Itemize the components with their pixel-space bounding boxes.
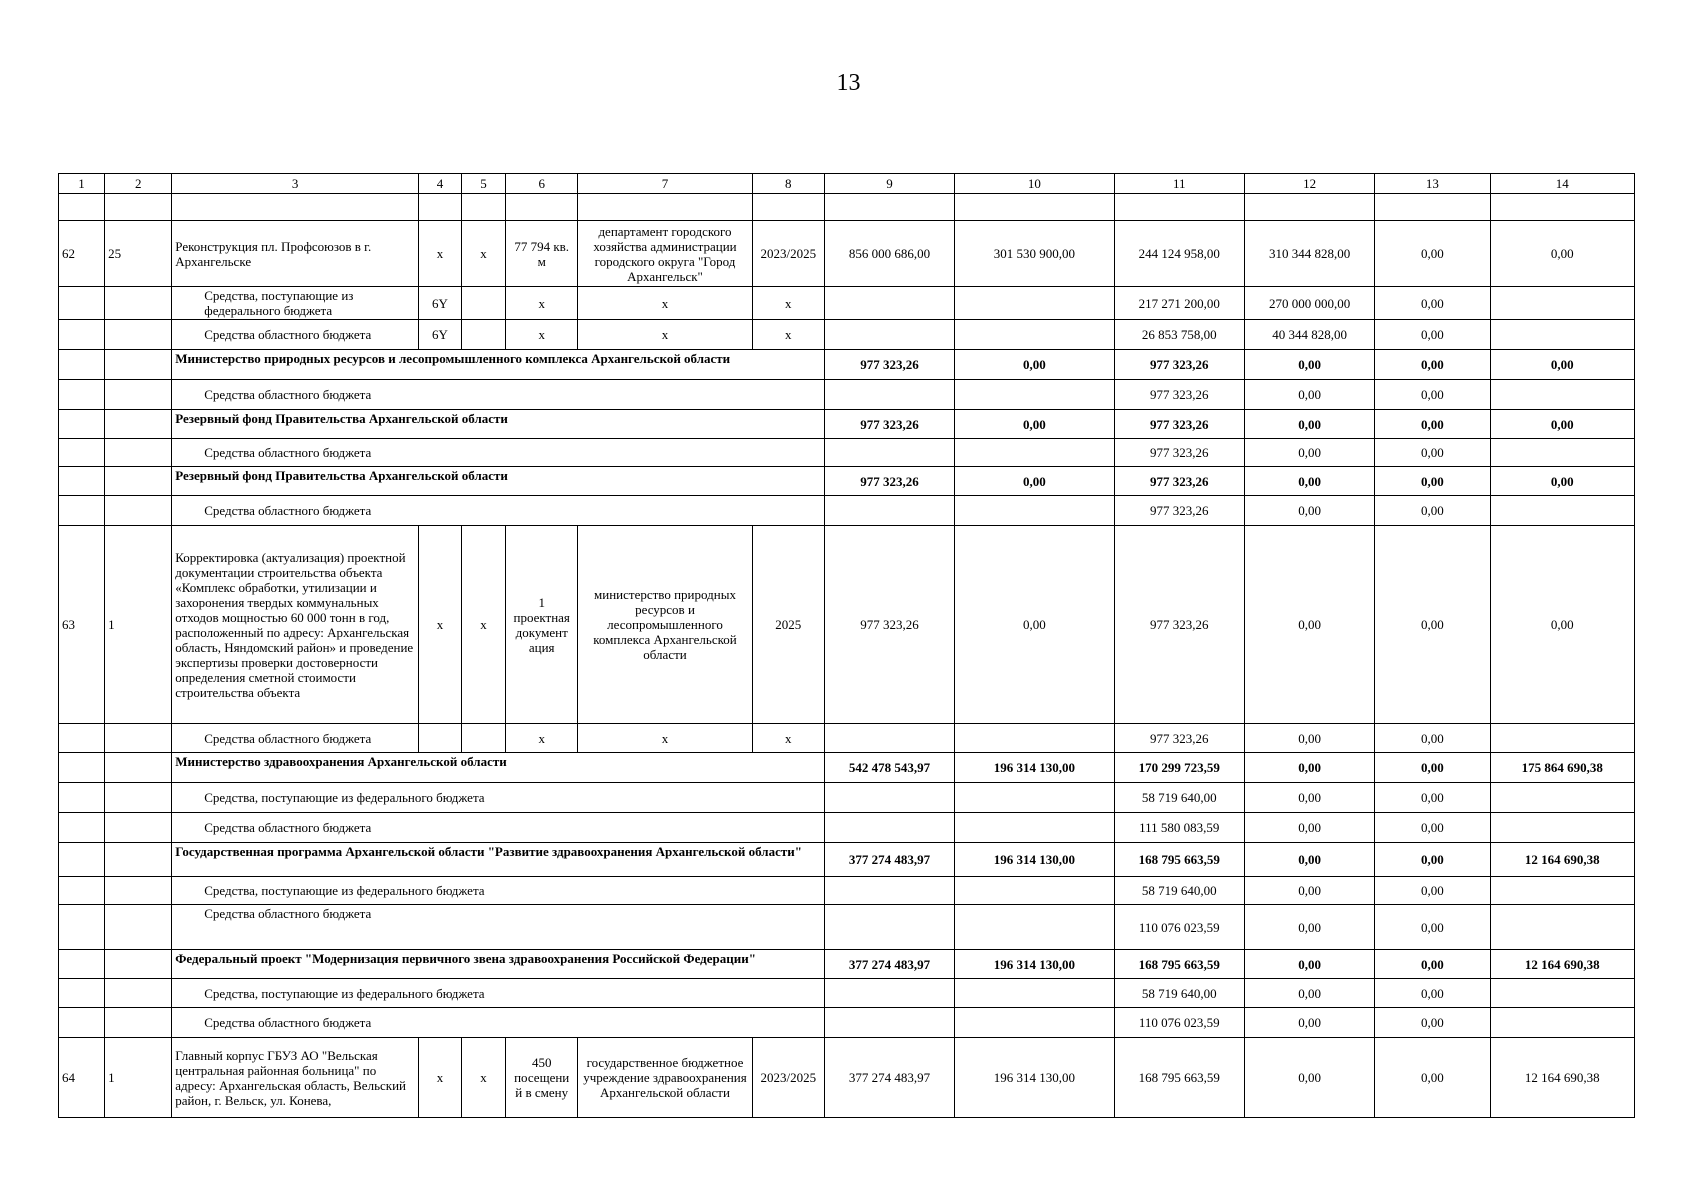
value-cell	[824, 439, 954, 467]
empty-cell	[59, 380, 105, 410]
empty-cell	[105, 287, 172, 320]
capacity: 77 794 кв. м	[506, 221, 578, 287]
empty-cell	[59, 753, 105, 783]
total-value: 0,00	[1244, 467, 1374, 496]
empty-cell	[172, 194, 419, 221]
empty-cell	[59, 783, 105, 813]
value-cell: 111 580 083,59	[1114, 813, 1244, 843]
value-cell	[955, 320, 1114, 350]
value-cell	[1490, 877, 1634, 905]
total-value: 0,00	[1244, 410, 1374, 439]
value-cell: х	[752, 287, 824, 320]
total-value: 977 323,26	[824, 467, 954, 496]
empty-cell	[59, 1008, 105, 1038]
section-title: Федеральный проект "Модернизация первичного звена здравоохранения Российской Федерации"	[172, 950, 825, 979]
column-number: 12	[1244, 174, 1374, 194]
empty-cell	[59, 950, 105, 979]
value-cell: 0,00	[1375, 380, 1490, 410]
total-value: 0,00	[1244, 753, 1374, 783]
funding-source-row	[59, 905, 1635, 950]
item-number: 25	[105, 221, 172, 287]
funding-source-row	[59, 979, 1635, 1008]
col12: 0,00	[1244, 526, 1374, 724]
empty-cell	[105, 905, 172, 950]
value-cell: 0,00	[1244, 724, 1374, 753]
column-number: 8	[752, 174, 824, 194]
total-value: 0,00	[1375, 753, 1490, 783]
value-cell: х	[578, 320, 752, 350]
value-cell	[824, 320, 954, 350]
value-cell: 110 076 023,59	[1114, 905, 1244, 950]
empty-cell	[59, 350, 105, 380]
funding-source-row	[59, 320, 1635, 350]
empty-cell	[105, 950, 172, 979]
value-cell: х	[752, 724, 824, 753]
empty-cell	[462, 724, 506, 753]
empty-cell	[59, 724, 105, 753]
capacity: 450 посещени й в смену	[506, 1038, 578, 1118]
empty-cell	[59, 905, 105, 950]
funding-source-label: Средства областного бюджета	[172, 380, 825, 410]
total-value: 977 323,26	[1114, 350, 1244, 380]
value-cell: х	[752, 320, 824, 350]
empty-cell	[462, 320, 506, 350]
empty-cell	[578, 194, 752, 221]
empty-cell	[105, 1008, 172, 1038]
funding-source-row	[59, 877, 1635, 905]
row-number: 62	[59, 221, 105, 287]
value-cell	[1490, 905, 1634, 950]
empty-cell	[1375, 194, 1490, 221]
empty-cell	[105, 783, 172, 813]
value-cell	[824, 813, 954, 843]
section-total-row	[59, 950, 1635, 979]
value-cell	[955, 724, 1114, 753]
value-cell	[1490, 496, 1634, 526]
funding-source-label: Средства областного бюджета	[172, 905, 825, 950]
total-value: 0,00	[1375, 410, 1490, 439]
column-number: 1	[59, 174, 105, 194]
row-number: 63	[59, 526, 105, 724]
period: 2025	[752, 526, 824, 724]
value-cell: 0,00	[1375, 813, 1490, 843]
total-value: 168 795 663,59	[1114, 843, 1244, 877]
value-cell	[824, 905, 954, 950]
empty-cell	[105, 979, 172, 1008]
value-cell: 58 719 640,00	[1114, 783, 1244, 813]
object-row	[59, 526, 1635, 724]
column-number: 2	[105, 174, 172, 194]
value-cell: 0,00	[1375, 496, 1490, 526]
empty-cell	[462, 194, 506, 221]
value-cell: х	[506, 724, 578, 753]
value-cell: 40 344 828,00	[1244, 320, 1374, 350]
col11: 168 795 663,59	[1114, 1038, 1244, 1118]
total-value: 0,00	[955, 350, 1114, 380]
section-total-row	[59, 350, 1635, 380]
value-cell: 0,00	[1375, 320, 1490, 350]
executor: департамент городского хозяйства администрации городского округа "Город Архангельск"	[578, 221, 752, 287]
value-cell: 977 323,26	[1114, 439, 1244, 467]
value-cell	[824, 380, 954, 410]
empty-cell	[105, 350, 172, 380]
funding-source-label: Средства областного бюджета	[172, 496, 825, 526]
empty-cell	[59, 287, 105, 320]
value-cell	[955, 439, 1114, 467]
value-cell: 0,00	[1375, 287, 1490, 320]
empty-cell	[752, 194, 824, 221]
empty-cell	[59, 194, 105, 221]
value-cell	[824, 783, 954, 813]
section-title: Резервный фонд Правительства Архангельской области	[172, 410, 825, 439]
value-cell: 977 323,26	[1114, 496, 1244, 526]
total-value: 377 274 483,97	[824, 950, 954, 979]
total-value: 977 323,26	[824, 350, 954, 380]
total-value: 0,00	[1490, 467, 1634, 496]
total-value: 168 795 663,59	[1114, 950, 1244, 979]
value-cell	[1490, 320, 1634, 350]
funding-source-row	[59, 496, 1635, 526]
empty-cell	[105, 753, 172, 783]
funding-source-label: Средства, поступающие из федерального бюджета	[172, 979, 825, 1008]
col5: х	[462, 221, 506, 287]
value-cell: 270 000 000,00	[1244, 287, 1374, 320]
funding-source-label: Средства областного бюджета	[172, 1008, 825, 1038]
empty-cell	[1244, 194, 1374, 221]
col10: 301 530 900,00	[955, 221, 1114, 287]
value-cell	[1490, 979, 1634, 1008]
col4: х	[418, 221, 461, 287]
budget-table	[58, 173, 1635, 1118]
empty-cell	[418, 194, 461, 221]
column-number-row	[59, 174, 1635, 194]
col12: 310 344 828,00	[1244, 221, 1374, 287]
section-title: Министерство природных ресурсов и лесопромышленного комплекса Архангельской области	[172, 350, 825, 380]
total-value: 977 323,26	[1114, 467, 1244, 496]
empty-cell	[59, 813, 105, 843]
value-cell	[824, 287, 954, 320]
object-row	[59, 1038, 1635, 1118]
value-cell	[824, 1008, 954, 1038]
funding-source-row	[59, 724, 1635, 753]
total-value: 196 314 130,00	[955, 843, 1114, 877]
value-cell: х	[578, 287, 752, 320]
value-cell: 110 076 023,59	[1114, 1008, 1244, 1038]
section-title: Резервный фонд Правительства Архангельской области	[172, 467, 825, 496]
value-cell	[955, 905, 1114, 950]
page-number: 13	[836, 70, 861, 96]
column-number: 13	[1375, 174, 1490, 194]
column-number: 6	[506, 174, 578, 194]
executor: министерство природных ресурсов и лесопромышленного комплекса Архангельской области	[578, 526, 752, 724]
col5: х	[462, 1038, 506, 1118]
column-number: 9	[824, 174, 954, 194]
empty-cell	[59, 496, 105, 526]
col11: 244 124 958,00	[1114, 221, 1244, 287]
value-cell: х	[578, 724, 752, 753]
total-value: 377 274 483,97	[824, 843, 954, 877]
total-value: 170 299 723,59	[1114, 753, 1244, 783]
col13: 0,00	[1375, 526, 1490, 724]
section-total-row	[59, 467, 1635, 496]
value-cell: 0,00	[1244, 877, 1374, 905]
capacity: 1 проектная документ ация	[506, 526, 578, 724]
empty-cell	[59, 877, 105, 905]
column-number: 10	[955, 174, 1114, 194]
period: 2023/2025	[752, 1038, 824, 1118]
total-value: 175 864 690,38	[1490, 753, 1634, 783]
value-cell: 0,00	[1244, 439, 1374, 467]
empty-cell	[105, 320, 172, 350]
column-number: 5	[462, 174, 506, 194]
empty-cell	[105, 877, 172, 905]
section-total-row	[59, 753, 1635, 783]
column-number: 11	[1114, 174, 1244, 194]
total-value: 0,00	[1490, 350, 1634, 380]
total-value: 196 314 130,00	[955, 753, 1114, 783]
empty-cell	[105, 467, 172, 496]
object-name: Главный корпус ГБУЗ АО "Вельская центральная районная больница" по адресу: Архангельская область, Вельский район, г. Вельск, ул. Конева,	[172, 1038, 419, 1118]
funding-source-row	[59, 380, 1635, 410]
empty-cell	[105, 380, 172, 410]
funding-source-row	[59, 439, 1635, 467]
value-cell	[824, 877, 954, 905]
funding-code: 6Y	[418, 287, 461, 320]
value-cell	[1490, 380, 1634, 410]
empty-cell	[59, 439, 105, 467]
total-value: 0,00	[955, 467, 1114, 496]
empty-cell	[59, 320, 105, 350]
funding-source-label: Средства, поступающие из федерального бюджета	[172, 877, 825, 905]
object-row	[59, 221, 1635, 287]
total-value: 12 164 690,38	[1490, 950, 1634, 979]
funding-source-row	[59, 813, 1635, 843]
value-cell	[1490, 783, 1634, 813]
value-cell: 0,00	[1244, 905, 1374, 950]
funding-source-label: Средства областного бюджета	[172, 320, 419, 350]
value-cell	[955, 496, 1114, 526]
value-cell	[824, 496, 954, 526]
value-cell: 217 271 200,00	[1114, 287, 1244, 320]
section-total-row	[59, 410, 1635, 439]
value-cell	[955, 380, 1114, 410]
total-value: 0,00	[1244, 950, 1374, 979]
total-value: 0,00	[955, 410, 1114, 439]
total-cost: 977 323,26	[824, 526, 954, 724]
col4: х	[418, 1038, 461, 1118]
column-number: 4	[418, 174, 461, 194]
empty-cell	[59, 410, 105, 439]
section-title: Министерство здравоохранения Архангельской области	[172, 753, 825, 783]
value-cell	[1490, 724, 1634, 753]
value-cell: 0,00	[1244, 496, 1374, 526]
funding-source-row	[59, 1008, 1635, 1038]
value-cell	[955, 813, 1114, 843]
value-cell: х	[506, 320, 578, 350]
value-cell: 977 323,26	[1114, 380, 1244, 410]
executor: государственное бюджетное учреждение здравоохранения Архангельской области	[578, 1038, 752, 1118]
empty-cell	[824, 194, 954, 221]
total-cost: 856 000 686,00	[824, 221, 954, 287]
value-cell: 0,00	[1375, 439, 1490, 467]
column-number: 7	[578, 174, 752, 194]
value-cell	[824, 724, 954, 753]
period: 2023/2025	[752, 221, 824, 287]
total-value: 0,00	[1375, 350, 1490, 380]
value-cell: 26 853 758,00	[1114, 320, 1244, 350]
funding-source-label: Средства областного бюджета	[172, 813, 825, 843]
empty-cell	[59, 979, 105, 1008]
value-cell: 0,00	[1375, 979, 1490, 1008]
empty-cell	[59, 467, 105, 496]
empty-cell	[462, 287, 506, 320]
empty-cell	[105, 843, 172, 877]
col14: 12 164 690,38	[1490, 1038, 1634, 1118]
total-value: 0,00	[1375, 843, 1490, 877]
item-number: 1	[105, 526, 172, 724]
total-value: 0,00	[1375, 950, 1490, 979]
empty-cell	[955, 194, 1114, 221]
funding-source-label: Средства областного бюджета	[172, 724, 419, 753]
funding-code: 6Y	[418, 320, 461, 350]
empty-cell	[1490, 194, 1634, 221]
value-cell	[1490, 439, 1634, 467]
col13: 0,00	[1375, 1038, 1490, 1118]
funding-source-row	[59, 783, 1635, 813]
col10: 0,00	[955, 526, 1114, 724]
value-cell	[1490, 813, 1634, 843]
value-cell: 977 323,26	[1114, 724, 1244, 753]
total-value: 12 164 690,38	[1490, 843, 1634, 877]
funding-source-label: Средства, поступающие из федерального бюджета	[172, 287, 419, 320]
total-value: 0,00	[1244, 350, 1374, 380]
empty-row	[59, 194, 1635, 221]
value-cell	[824, 979, 954, 1008]
col12: 0,00	[1244, 1038, 1374, 1118]
empty-cell	[59, 843, 105, 877]
funding-source-label: Средства, поступающие из федерального бюджета	[172, 783, 825, 813]
column-number: 14	[1490, 174, 1634, 194]
total-value: 977 323,26	[1114, 410, 1244, 439]
col14: 0,00	[1490, 526, 1634, 724]
value-cell: 58 719 640,00	[1114, 877, 1244, 905]
col13: 0,00	[1375, 221, 1490, 287]
item-number: 1	[105, 1038, 172, 1118]
value-cell	[955, 979, 1114, 1008]
col10: 196 314 130,00	[955, 1038, 1114, 1118]
value-cell: 0,00	[1375, 877, 1490, 905]
funding-source-label: Средства областного бюджета	[172, 439, 825, 467]
value-cell: 0,00	[1375, 1008, 1490, 1038]
value-cell	[955, 877, 1114, 905]
total-value: 977 323,26	[824, 410, 954, 439]
total-value: 196 314 130,00	[955, 950, 1114, 979]
value-cell: 0,00	[1244, 979, 1374, 1008]
empty-cell	[105, 724, 172, 753]
empty-cell	[1114, 194, 1244, 221]
value-cell	[955, 1008, 1114, 1038]
value-cell	[955, 287, 1114, 320]
empty-cell	[105, 410, 172, 439]
section-title: Государственная программа Архангельской области "Развитие здравоохранения Архангельской области"	[172, 843, 825, 877]
total-value: 0,00	[1375, 467, 1490, 496]
value-cell: 0,00	[1244, 783, 1374, 813]
funding-source-row	[59, 287, 1635, 320]
empty-cell	[105, 439, 172, 467]
empty-cell	[105, 194, 172, 221]
total-cost: 377 274 483,97	[824, 1038, 954, 1118]
col14: 0,00	[1490, 221, 1634, 287]
section-total-row	[59, 843, 1635, 877]
col4: х	[418, 526, 461, 724]
empty-cell	[105, 496, 172, 526]
value-cell: х	[506, 287, 578, 320]
empty-cell	[105, 813, 172, 843]
value-cell: 0,00	[1244, 813, 1374, 843]
total-value: 542 478 543,97	[824, 753, 954, 783]
empty-cell	[506, 194, 578, 221]
value-cell: 0,00	[1375, 783, 1490, 813]
funding-code	[418, 724, 461, 753]
object-name: Реконструкция пл. Профсоюзов в г. Архангельске	[172, 221, 419, 287]
value-cell	[955, 783, 1114, 813]
value-cell: 0,00	[1244, 380, 1374, 410]
value-cell: 0,00	[1375, 724, 1490, 753]
row-number: 64	[59, 1038, 105, 1118]
col5: х	[462, 526, 506, 724]
value-cell: 58 719 640,00	[1114, 979, 1244, 1008]
value-cell	[1490, 287, 1634, 320]
value-cell: 0,00	[1375, 905, 1490, 950]
total-value: 0,00	[1244, 843, 1374, 877]
object-name: Корректировка (актуализация) проектной документации строительства объекта «Комплекс обработки, утилизации и захоронения твердых коммунальных отходов мощностью 60 000 тонн в год, расположенный по адресу: Архангельская область, Няндомский район» и проведение экспертизы проверки достоверности определения сметной стоимости строительства объекта	[172, 526, 419, 724]
value-cell: 0,00	[1244, 1008, 1374, 1038]
col11: 977 323,26	[1114, 526, 1244, 724]
total-value: 0,00	[1490, 410, 1634, 439]
value-cell	[1490, 1008, 1634, 1038]
column-number: 3	[172, 174, 419, 194]
